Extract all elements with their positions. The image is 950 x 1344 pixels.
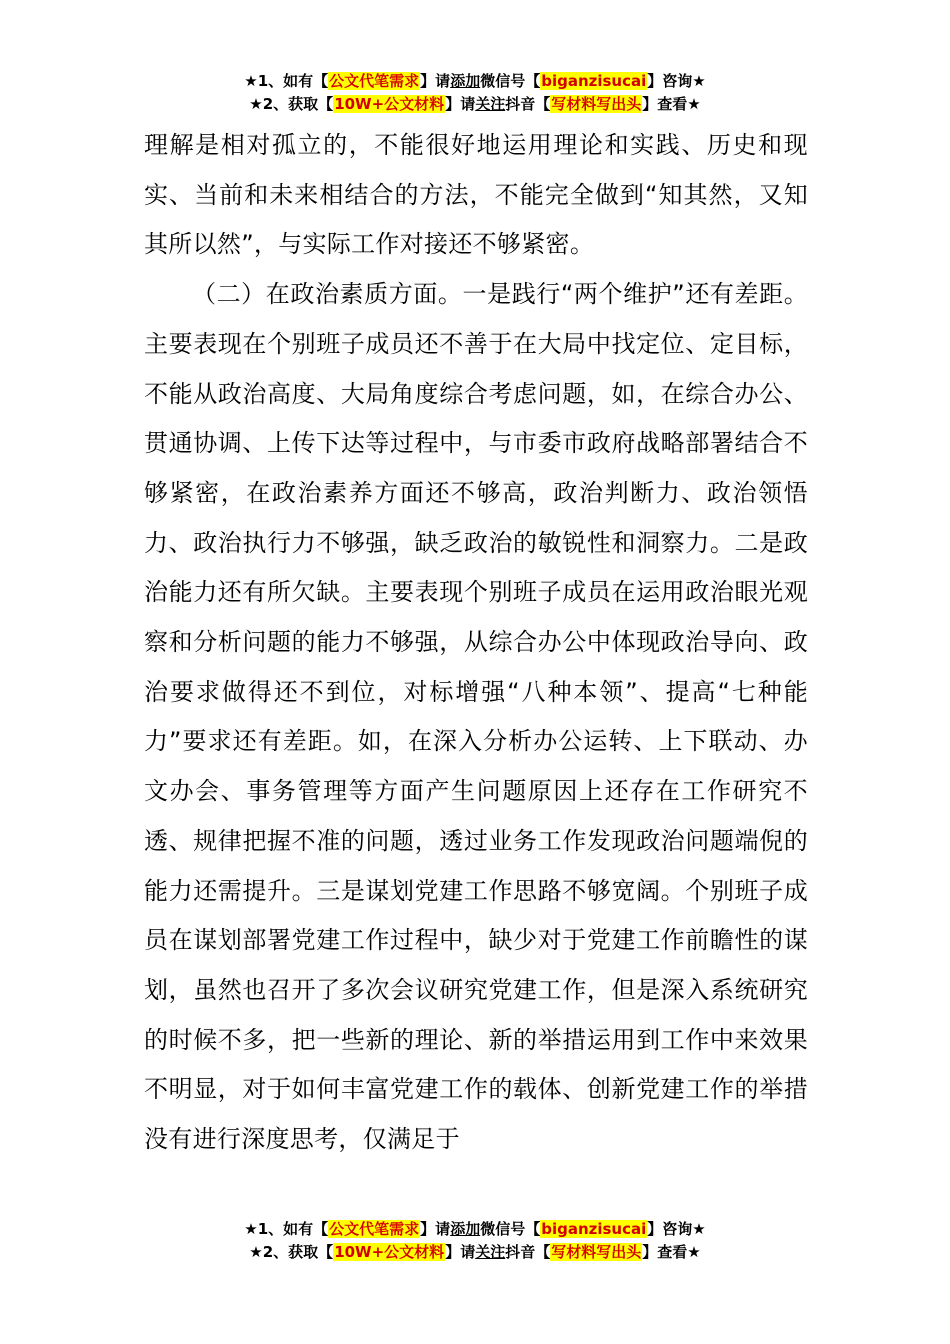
highlight-service: 公文代笔需求	[329, 72, 420, 90]
banner-text: 】查看★	[642, 95, 701, 113]
banner-text: 抖音【	[505, 1243, 551, 1261]
highlight-service: 公文代笔需求	[329, 1220, 420, 1238]
banner-line-1	[0, 1218, 950, 1241]
banner-text: ★1、如有【	[244, 1220, 329, 1238]
banner-text: 】咨询★	[647, 1220, 706, 1238]
highlight-wechat-id: biganzisucai	[541, 72, 647, 90]
banner-text: 】咨询★	[647, 72, 706, 90]
banner-emphasis: 关注	[475, 95, 506, 113]
footer-banner	[0, 1218, 950, 1264]
highlight-wechat-id: biganzisucai	[541, 1220, 647, 1238]
banner-emphasis: 添加	[450, 1220, 481, 1238]
paragraph-political-quality: （二）在政治素质方面。一是践行“两个维护”还有差距。主要表现在个别班子成员还不善于在大局中找定位、定目标，不能从政治高度、大局角度综合考虑问题，如，在综合办公、贯通协调、上传下达等过程中，与市委市政府战略部署结合不够紧密，在政治素养方面还不够高，政治判断力、政治领悟力、政治执行力不够强，缺乏政治的敏锐性和洞察力。二是政治能力还有所欠缺。主要表现个别班子成员在运用政治眼光观察和分析问题的能力不够强，从综合办公中体现政治导向、政治要求做得还不到位，对标增强“八种本领”、提高“七种能力”要求还有差距。如，在深入分析办公运转、上下联动、办文办会、事务管理等方面产生问题原因上还存在工作研究不透、规律把握不准的问题，透过业务工作发现政治问题端倪的能力还需提升。三是谋划党建工作思路不够宽阔。个别班子成员在谋划部署党建工作过程中，缺少对于党建工作前瞻性的谋划，虽然也召开了多次会议研究党建工作，但是深入系统研究的时候不多，把一些新的理论、新的举措运用到工作中来效果不明显，对于如何丰富党建工作的载体、创新党建工作的举措没有进行深度思考，仅满足于	[144, 280, 808, 1154]
banner-emphasis: 添加	[450, 72, 481, 90]
header-banner	[0, 70, 950, 116]
banner-text: 】请	[420, 1220, 451, 1238]
banner-text: ★1、如有【	[244, 72, 329, 90]
banner-line-2	[0, 93, 950, 116]
highlight-materials: 10W+公文材料	[334, 1243, 445, 1261]
banner-line-1	[0, 70, 950, 93]
banner-text: ★2、获取【	[249, 1243, 334, 1261]
banner-text: 】请	[420, 72, 451, 90]
paragraph-continuation: 理解是相对孤立的，不能很好地运用理论和实践、历史和现实、当前和未来相结合的方法，不能完全做到“知其然，又知其所以然”，与实际工作对接还不够紧密。	[144, 131, 808, 259]
banner-text: 抖音【	[505, 95, 551, 113]
banner-text: 】请	[445, 95, 476, 113]
banner-emphasis: 关注	[475, 1243, 506, 1261]
banner-text: 微信号【	[480, 72, 541, 90]
banner-line-2	[0, 1241, 950, 1264]
banner-text: 】查看★	[642, 1243, 701, 1261]
banner-text: 】请	[445, 1243, 476, 1261]
highlight-douyin-account: 写材料写出头	[551, 1243, 642, 1261]
banner-text: 微信号【	[480, 1220, 541, 1238]
highlight-materials: 10W+公文材料	[334, 95, 445, 113]
highlight-douyin-account: 写材料写出头	[551, 95, 642, 113]
document-body	[144, 121, 808, 1165]
banner-text: ★2、获取【	[249, 95, 334, 113]
